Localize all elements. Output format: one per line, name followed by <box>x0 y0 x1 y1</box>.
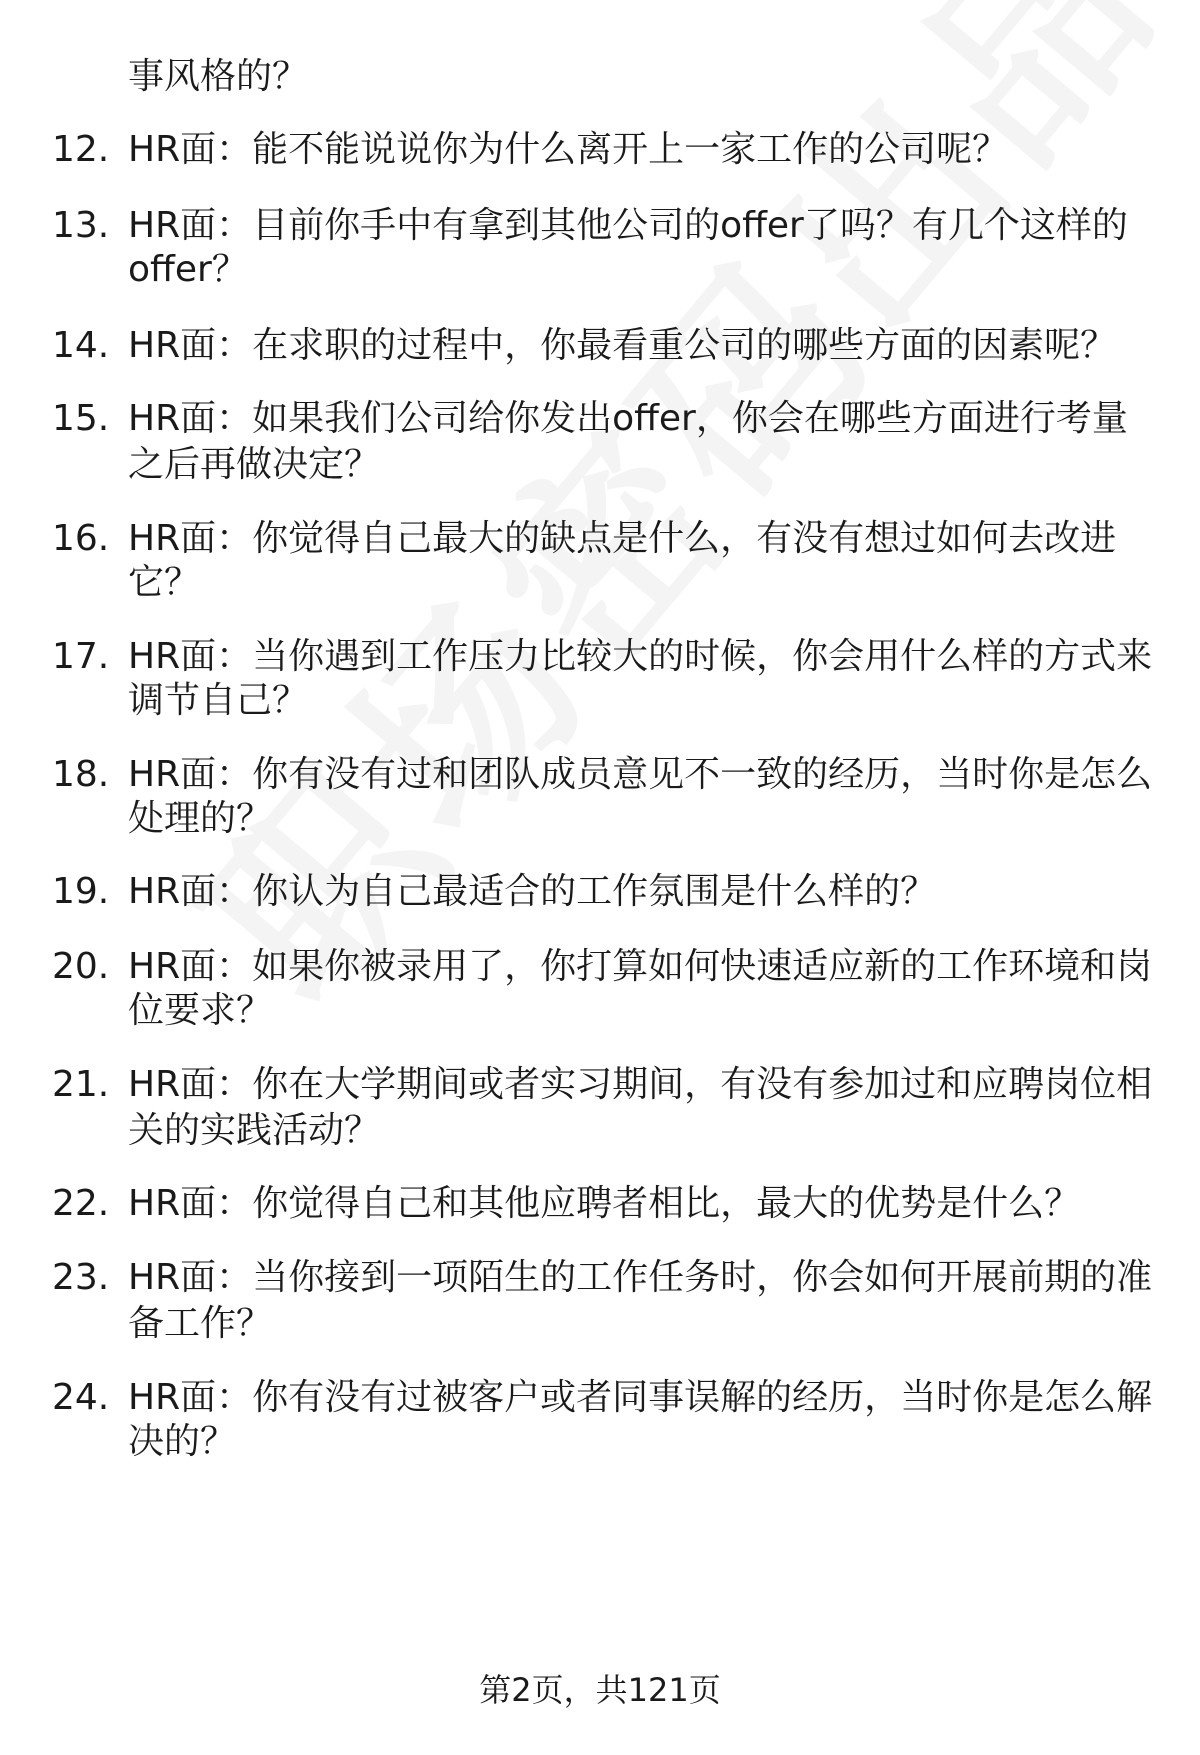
question-line: HR面：你有没有过被客户或者同事误解的经历，当时你是怎么解 <box>128 1377 1153 1418</box>
question-line: HR面：能不能说说你为什么离开上一家工作的公司呢？ <box>128 129 1009 170</box>
question-line: 位要求？ <box>128 990 273 1031</box>
question-line: HR面：在求职的过程中，你最看重公司的哪些方面的因素呢？ <box>128 325 1117 366</box>
question-line: 关的实践活动？ <box>128 1110 381 1151</box>
question-line: HR面：当你遇到工作压力比较大的时候，你会用什么样的方式来 <box>128 636 1153 677</box>
question-line: HR面：你有没有过和团队成员意见不一致的经历，当时你是怎么 <box>128 754 1153 795</box>
page-footer: 第2页，共121页 <box>479 1671 721 1709</box>
question-line: offer？ <box>128 249 248 290</box>
continuation-line: 事风格的？ <box>128 56 309 97</box>
question-number: 23. <box>52 1257 110 1298</box>
question-line: HR面：你认为自己最适合的工作氛围是什么样的？ <box>128 871 937 912</box>
question-line: 调节自己？ <box>128 680 309 721</box>
question-line: HR面：如果你被录用了，你打算如何快速适应新的工作环境和岗 <box>128 946 1153 987</box>
question-number: 17. <box>52 636 110 677</box>
question-line: HR面：目前你手中有拿到其他公司的offer了吗？有几个这样的 <box>128 205 1128 246</box>
question-number: 24. <box>52 1377 110 1418</box>
question-line: 之后再做决定？ <box>128 444 381 485</box>
question-number: 15. <box>52 398 110 439</box>
question-number: 19. <box>52 871 110 912</box>
question-number: 22. <box>52 1183 110 1224</box>
question-line: HR面：你在大学期间或者实习期间，有没有参加过和应聘岗位相 <box>128 1064 1153 1105</box>
question-number: 16. <box>52 518 110 559</box>
question-line: HR面：你觉得自己最大的缺点是什么，有没有想过如何去改进 <box>128 518 1117 559</box>
question-number: 20. <box>52 946 110 987</box>
question-number: 14. <box>52 325 110 366</box>
question-number: 13. <box>52 205 110 246</box>
question-line: HR面：如果我们公司给你发出offer，你会在哪些方面进行考量 <box>128 398 1128 439</box>
question-line: 备工作？ <box>128 1303 273 1344</box>
question-line: 处理的？ <box>128 798 273 839</box>
question-line: 它？ <box>128 562 201 603</box>
question-line: HR面：你觉得自己和其他应聘者相比，最大的优势是什么？ <box>128 1183 1081 1224</box>
question-line: 决的？ <box>128 1421 237 1462</box>
question-line: HR面：当你接到一项陌生的工作任务时，你会如何开展前期的准 <box>128 1257 1153 1298</box>
question-number: 12. <box>52 129 110 170</box>
question-number: 21. <box>52 1064 110 1105</box>
question-number: 18. <box>52 754 110 795</box>
